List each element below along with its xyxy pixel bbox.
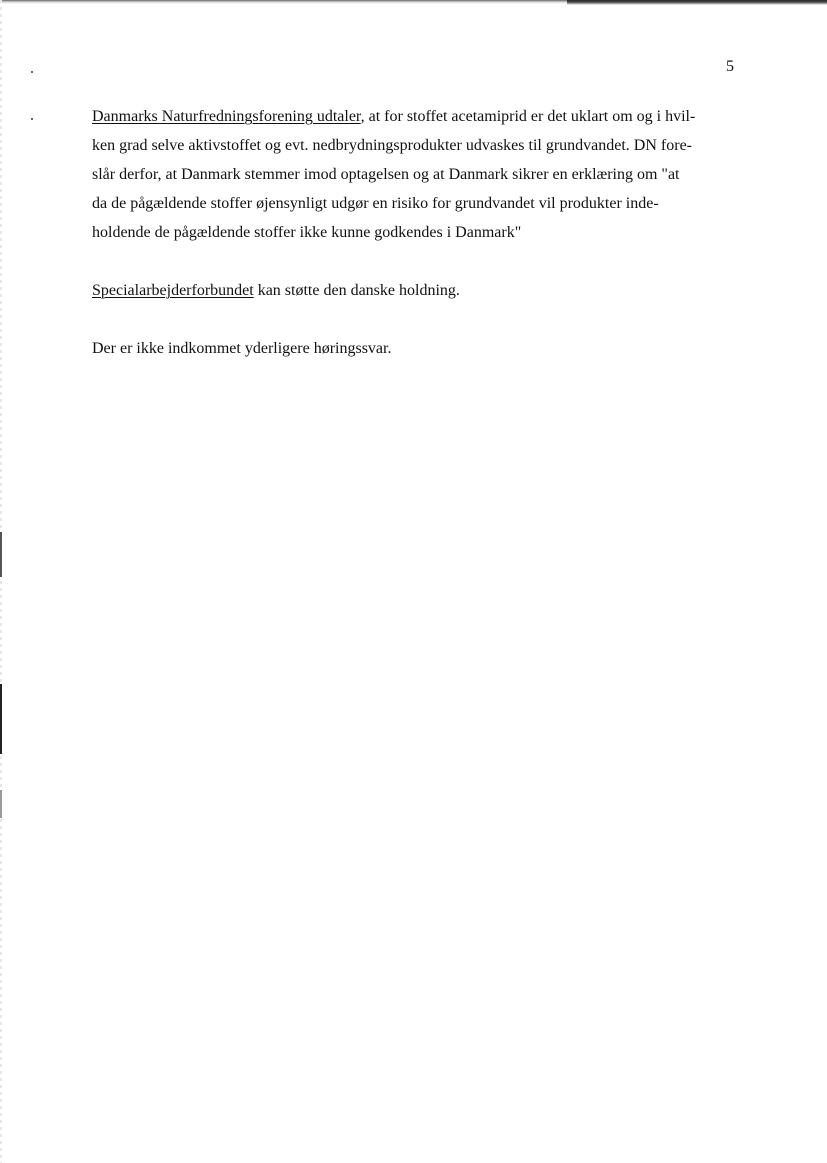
text-line: slår derfor, at Danmark stemmer imod optagelsen og at Danmark sikrer en erklæring om "at <box>92 166 680 183</box>
page-number: 5 <box>726 58 734 75</box>
scan-left-edge <box>0 0 2 1163</box>
paragraph-no-further-responses <box>92 334 742 363</box>
text-line: da de pågældende stoffer øjensynligt udgør en risiko for grundvandet vil produkter inde- <box>92 195 659 212</box>
document-body <box>92 102 742 363</box>
paragraph-dn-statement <box>92 102 742 247</box>
scan-left-mark <box>0 684 2 754</box>
scan-dot <box>31 71 33 73</box>
paragraph-specialarbejder <box>92 276 742 305</box>
scan-left-mark <box>0 532 2 577</box>
scan-left-mark <box>0 790 2 818</box>
text-line: Der er ikke indkommet yderligere høringssvar. <box>92 340 392 357</box>
scan-dot <box>31 118 33 120</box>
text-line <box>92 102 742 131</box>
text-segment: , at for stoffet acetamiprid er det uklart om og i hvil- <box>360 108 696 125</box>
organization-name: Specialarbejderforbundet <box>92 282 254 299</box>
text-segment: kan støtte den danske holdning. <box>253 282 460 299</box>
scan-top-edge-dark <box>567 0 827 5</box>
organization-name: Danmarks Naturfredningsforening udtaler <box>92 108 361 125</box>
text-line <box>92 276 742 305</box>
text-line: holdende de pågældende stoffer ikke kunne godkendes i Danmark" <box>92 224 522 241</box>
text-line: ken grad selve aktivstoffet og evt. nedbrydningsprodukter udvaskes til grundvandet. DN fore- <box>92 137 692 154</box>
